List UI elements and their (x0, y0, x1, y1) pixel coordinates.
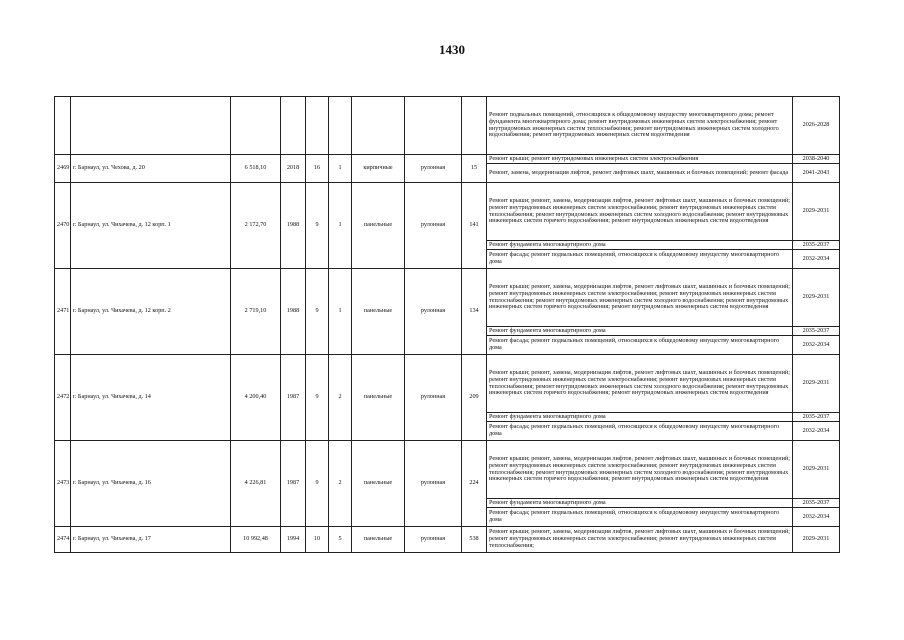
resident-count: 141 (462, 183, 487, 269)
floor-count: 9 (306, 355, 329, 441)
empty-cell (306, 97, 329, 155)
work-description: Ремонт крыши; ремонт, замена, модернизация лифтов, ремонт лифтовых шахт, машинных и блочных помещений; ремонт внутридомовых инженерных систем электроснабжения; ремонт внутридомовых инженерных систем теплоснабжения; ремонт внутридомовых инженерных систем холодного водоснабжения; ремонт внутридомовых инженерных систем горячего водоснабжения; ремонт внутридомовых инженерных систем водоотведения (487, 269, 793, 327)
empty-cell (405, 97, 462, 155)
resident-count: 224 (462, 441, 487, 527)
work-period: 2026-2028 (793, 97, 840, 155)
house-address: г. Барнаул, ул. Чихачева, д. 16 (71, 441, 231, 527)
house-number: 2472 (55, 355, 71, 441)
roof-type: рулонная (405, 441, 462, 527)
empty-cell (281, 97, 306, 155)
build-year: 1988 (281, 183, 306, 269)
wall-material: панельные (352, 355, 405, 441)
work-description: Ремонт фундамента многоквартирного дома (487, 241, 793, 250)
roof-type: рулонная (405, 269, 462, 355)
house-area: 2 172,70 (231, 183, 281, 269)
table-row (55, 183, 840, 241)
roof-type: рулонная (405, 355, 462, 441)
house-address: г. Барнаул, ул. Чихачева, д. 12 корп. 2 (71, 269, 231, 355)
work-period: 2032-2034 (793, 250, 840, 269)
resident-count: 538 (462, 527, 487, 553)
capital-repair-table (54, 96, 840, 553)
work-period: 2032-2034 (793, 422, 840, 441)
house-number: 2474 (55, 527, 71, 553)
house-address: г. Барнаул, ул. Чехова, д. 20 (71, 155, 231, 183)
wall-material: панельные (352, 441, 405, 527)
wall-material: кирпичные (352, 155, 405, 183)
table-row (55, 441, 840, 499)
wall-material: панельные (352, 183, 405, 269)
house-area: 4 200,40 (231, 355, 281, 441)
table-row (55, 527, 840, 553)
house-address: г. Барнаул, ул. Чихачева, д. 17 (71, 527, 231, 553)
entrance-count: 1 (329, 269, 352, 355)
house-number: 2473 (55, 441, 71, 527)
work-description: Ремонт фасада; ремонт подвальных помещений, относящихся к общедомовому имуществу многоквартирного дома (487, 422, 793, 441)
work-period: 2032-2034 (793, 336, 840, 355)
work-description: Ремонт фундамента многоквартирного дома (487, 413, 793, 422)
empty-cell (55, 97, 71, 155)
work-period: 2029-2031 (793, 183, 840, 241)
empty-cell (352, 97, 405, 155)
work-description: Ремонт крыши; ремонт, замена, модернизация лифтов, ремонт лифтовых шахт, машинных и блочных помещений; ремонт внутридомовых инженерных систем электроснабжения; ремонт внутридомовых инженерных систем теплоснабжения; ремонт внутридомовых инженерных систем холодного водоснабжения; ремонт внутридомовых инженерных систем горячего водоснабжения; ремонт внутридомовых инженерных систем водоотведения (487, 183, 793, 241)
entrance-count: 5 (329, 527, 352, 553)
work-period: 2032-2034 (793, 508, 840, 527)
table-row (55, 155, 840, 164)
wall-material: панельные (352, 269, 405, 355)
build-year: 1987 (281, 441, 306, 527)
floor-count: 9 (306, 441, 329, 527)
work-description: Ремонт фундамента многоквартирного дома (487, 327, 793, 336)
house-number: 2471 (55, 269, 71, 355)
work-period: 2035-2037 (793, 327, 840, 336)
work-description: Ремонт крыши; ремонт внутридомовых инженерных систем электроснабжения (487, 155, 793, 164)
build-year: 1987 (281, 355, 306, 441)
work-description: Ремонт крыши; ремонт, замена, модернизация лифтов, ремонт лифтовых шахт, машинных и блочных помещений; ремонт внутридомовых инженерных систем электроснабжения; ремонт внутридомовых инженерных систем теплоснабжения; ремонт внутридомовых инженерных систем холодного водоснабжения; ремонт внутридомовых инженерных систем горячего водоснабжения; ремонт внутридомовых инженерных систем водоотведения (487, 441, 793, 499)
resident-count: 209 (462, 355, 487, 441)
entrance-count: 1 (329, 183, 352, 269)
house-address: г. Барнаул, ул. Чихачева, д. 14 (71, 355, 231, 441)
empty-cell (71, 97, 231, 155)
floor-count: 9 (306, 183, 329, 269)
house-area: 2 719,10 (231, 269, 281, 355)
table-row (55, 355, 840, 413)
roof-type: рулонная (405, 183, 462, 269)
page-number: 1430 (439, 42, 465, 57)
work-description: Ремонт, замена, модернизация лифтов, ремонт лифтовых шахт, машинных и блочных помещений; ремонт фасада (487, 164, 793, 183)
house-number: 2470 (55, 183, 71, 269)
work-description: Ремонт фасада; ремонт подвальных помещений, относящихся к общедомовому имуществу многоквартирного дома (487, 336, 793, 355)
wall-material: панельные (352, 527, 405, 553)
empty-cell (231, 97, 281, 155)
build-year: 1994 (281, 527, 306, 553)
roof-type: рулонная (405, 155, 462, 183)
empty-cell (329, 97, 352, 155)
work-description: Ремонт подвальных помещений, относящихся к общедомовому имуществу многоквартирного дома; ремонт фундамента многоквартирного дома; ремонт внутридомовых инженерных систем электроснабжения; ремонт внутридомовых инженерных систем теплоснабжения; ремонт внутридомовых инженерных систем холодного водоснабжения; ремонт внутридомовых инженерных систем водоотведения (487, 97, 793, 155)
entrance-count: 1 (329, 155, 352, 183)
work-description: Ремонт крыши; ремонт, замена, модернизация лифтов, ремонт лифтовых шахт, машинных и блочных помещений; ремонт внутридомовых инженерных систем электроснабжения; ремонт внутридомовых инженерных систем теплоснабжения; (487, 527, 793, 553)
house-address: г. Барнаул, ул. Чихачева, д. 12 корп. 1 (71, 183, 231, 269)
house-number: 2469 (55, 155, 71, 183)
work-description: Ремонт фасада; ремонт подвальных помещений, относящихся к общедомовому имуществу многоквартирного дома (487, 508, 793, 527)
floor-count: 16 (306, 155, 329, 183)
build-year: 2018 (281, 155, 306, 183)
work-period: 2029-2031 (793, 269, 840, 327)
work-period: 2029-2031 (793, 355, 840, 413)
house-area: 10 992,48 (231, 527, 281, 553)
work-period: 2035-2037 (793, 241, 840, 250)
resident-count: 134 (462, 269, 487, 355)
work-period: 2041-2043 (793, 164, 840, 183)
empty-cell (462, 97, 487, 155)
build-year: 1988 (281, 269, 306, 355)
resident-count: 15 (462, 155, 487, 183)
house-area: 4 226,81 (231, 441, 281, 527)
work-description: Ремонт фундамента многоквартирного дома (487, 499, 793, 508)
work-description: Ремонт крыши; ремонт, замена, модернизация лифтов, ремонт лифтовых шахт, машинных и блочных помещений; ремонт внутридомовых инженерных систем электроснабжения; ремонт внутридомовых инженерных систем теплоснабжения; ремонт внутридомовых инженерных систем холодного водоснабжения; ремонт внутридомовых инженерных систем горячего водоснабжения; ремонт внутридомовых инженерных систем водоотведения (487, 355, 793, 413)
table-row-continuation (55, 97, 840, 155)
work-period: 2029-2031 (793, 527, 840, 553)
floor-count: 10 (306, 527, 329, 553)
house-area: 6 518,10 (231, 155, 281, 183)
work-period: 2035-2037 (793, 499, 840, 508)
roof-type: рулонная (405, 527, 462, 553)
work-period: 2029-2031 (793, 441, 840, 499)
work-description: Ремонт фасада; ремонт подвальных помещений, относящихся к общедомовому имуществу многоквартирного дома (487, 250, 793, 269)
floor-count: 9 (306, 269, 329, 355)
entrance-count: 2 (329, 441, 352, 527)
work-period: 2035-2037 (793, 413, 840, 422)
entrance-count: 2 (329, 355, 352, 441)
work-period: 2038-2040 (793, 155, 840, 164)
table-row (55, 269, 840, 327)
